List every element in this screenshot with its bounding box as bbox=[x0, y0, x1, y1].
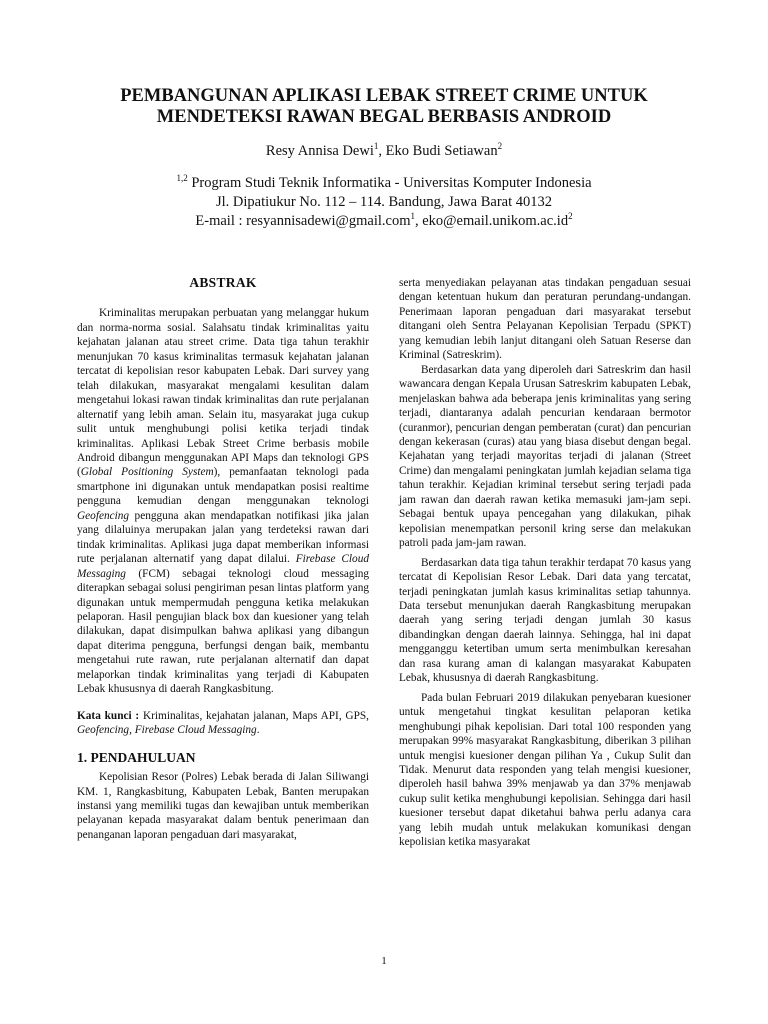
affiliation-email bbox=[60, 212, 708, 231]
abstract-gps-term: Global Positioning System bbox=[80, 466, 214, 479]
email-prefix: E-mail : bbox=[195, 213, 247, 229]
keywords-italic: Geofencing, Firebase Cloud Messaging bbox=[77, 724, 257, 737]
abstract-paragraph bbox=[77, 306, 369, 696]
affiliation-program-text: Program Studi Teknik Informatika - Universitas Komputer Indonesia bbox=[187, 175, 592, 191]
author-2: Eko Budi Setiawan bbox=[385, 143, 498, 159]
email-1-sup: 1 bbox=[410, 211, 415, 222]
affiliation-address: Jl. Dipatiukur No. 112 – 114. Bandung, Jawa Barat 40132 bbox=[215, 194, 552, 210]
author-separator: , bbox=[378, 143, 386, 159]
keywords-end: . bbox=[256, 724, 260, 737]
email-1: resyannisadewi@gmail.com bbox=[246, 213, 411, 229]
title-line-2: MENDETEKSI RAWAN BEGAL BERBASIS ANDROID bbox=[156, 107, 612, 127]
left-column bbox=[77, 274, 369, 842]
abstract-fcm-term: Firebase Cloud Messaging bbox=[77, 553, 369, 580]
abstract-heading: ABSTRAK bbox=[189, 275, 257, 290]
author-list bbox=[60, 142, 708, 160]
abstract-part-4: (FCM) sebagai teknologi cloud messaging diterapkan sebagai solusi pengiriman pesan lintas platform yang digunakan untuk mempermudah pengguna ketika melakukan pelaporan. Hasil pengujian black box dan kuesioner yang telah dilakukan, dapat disimpulkan bahwa aplikasi yang dibangun dapat diterima pengguna, berfungsi dengan baik, membantu mengetahui rute rawan, rute perjalanan alternatif dan dapat melaporkan tindak kriminalitas yang terjadi di Kabupaten Lebak khususnya di daerah Rangkasbitung. bbox=[77, 567, 369, 696]
abstract-part-1: Kriminalitas merupakan perbuatan yang melanggar hukum dan norma-norma sosial. Salahsatu tindak kriminalitas yaitu kejahatan jalanan atau street crime. Data tiga tahun terakhir menunjukan 70 kasus kriminalitas termasuk kejahatan jalanan tercatat di kepolisian resor kabupaten Lebak. Dari survey yang telah dilakukan, masyarakat mengalami kesulitan dalam mengetahui lokasi rawan tindak kriminalitas dan rute perjalanan alternatif yang lebih aman. Selain itu, masyarakat juga cukup sulit untuk menghubungi polisi ketika terjadi tindak kriminalitas. Aplikasi Lebak Street Crime berbasis mobile Android dibangun menggunakan API Maps dan teknologi GPS ( bbox=[77, 307, 369, 479]
email-2-sup: 2 bbox=[568, 211, 573, 222]
section-1-paragraph-4: Pada bulan Februari 2019 dilakukan penyebaran kuesioner untuk mengetahui tingkat kesulitan pelaporan ketika menghubungi pihak kepolisian. Dari total 100 responden yang merupakan 99% masyarakat Rangkasbitung, diberikan 3 pilihan untuk mengisi kuesioner dengan pilihan Ya , Cukup Sulit dan Tidak. Menurut data responden yang telah mengisi kuesioner, diperoleh hasil bahwa 39% menjawab ya dan 37% menjawab cukup sulit ketika menghubungi kepolisian. Sehingga dari hasil kuesioner tersebut dapat diketahui bahwa perlu adanya cara yang lebih mudah untuk melakukan komunikasi dengan kepolisian ketika masyarakat bbox=[399, 691, 691, 849]
section-1-paragraph-1-continued: serta menyediakan pelayanan atas tindakan pengaduan sesuai dengan ketentuan hukum dan peraturan perundang-undangan. Penerimaan laporan pengaduan dari masyarakat tersebut ditangani oleh Sentra Pelayanan Kepolisian Terpadu (SPKT) yang kemudian lebih lanjut ditangani oleh Satuan Reserse dan Kriminal (Satreskrim). bbox=[399, 277, 691, 362]
right-column bbox=[399, 276, 691, 850]
author-2-sup: 2 bbox=[497, 141, 503, 152]
section-1-paragraph-2: Berdasarkan data yang diperoleh dari Satreskrim dan hasil wawancara dengan Kepala Urusan Satreskrim kabupaten Lebak, menjelaskan bahwa ada beberapa jenis kriminalitas yang sering terjadi, diantaranya adalah pencurian kendaraan bermotor (curanmor), pencurian dengan pemberatan (curat) dan pencurian dengan kekerasan (curas) atau yang biasa disebut dengan begal. Kejahatan yang terjadi mayoritas terjadi di jalanan (Street Crime) dan mengalami peningkatan jumlah kejadian selama tiga tahun terakhir. Kejadian kriminal tersebut sering terjadi pada jam rawan dan daerah rawan ketika memasuki jam-jam sepi. Sebagai bentuk upaya pencegahan yang dilakukan, pihak kepolisian menempatkan personil kring serse dan melakukan patroli pada jam-jam rawan. bbox=[399, 363, 691, 550]
paper-title bbox=[60, 86, 708, 128]
affiliation-block bbox=[60, 174, 708, 231]
author-1-sup: 1 bbox=[373, 141, 379, 152]
section-1-paragraph-3: Berdasarkan data tiga tahun terakhir terdapat 70 kasus yang tercatat di Kepolisian Resor Lebak. Dari data yang tercatat, terjadi peningkatan jumlah kasus kriminalitas setiap tahunnya. Data tersebut menunjukan daerah Rangkasbitung merupakan daerah yang sering terjadi dengan jumlah 30 kasus dibandingkan dengan daerah lainnya. Sehingga, hal ini dapat mengganggu ketertiban umum serta menimbulkan keresahan dan rasa kurang aman di kalangan masyarakat Kabupaten Lebak, khususnya di daerah Rangkasbitung. bbox=[399, 556, 691, 685]
email-separator: , bbox=[415, 213, 423, 229]
author-1: Resy Annisa Dewi bbox=[265, 143, 374, 159]
affiliation-sup: 1,2 bbox=[176, 173, 188, 184]
keywords-text: Kriminalitas, kejahatan jalanan, Maps API, GPS, bbox=[139, 709, 369, 722]
email-2: eko@email.unikom.ac.id bbox=[422, 213, 569, 229]
affiliation-program bbox=[60, 174, 708, 193]
abstract-part-2: ), pemanfaatan teknologi pada smartphone ini digunakan untuk mendapatkan posisi realtime pengguna kemudian dengan menggunakan teknologi bbox=[77, 466, 369, 508]
section-1-paragraph-1: Kepolisian Resor (Polres) Lebak berada di Jalan Siliwangi KM. 1, Rangkasbitung, Kabupaten Lebak, Banten merupakan instansi yang memiliki tugas dan kewajiban untuk memberikan pelayanan kepada masyarakat dalam bentuk penerimaan dan penanganan laporan pengaduan dari masyarakat, bbox=[77, 771, 369, 841]
page-number: 1 bbox=[381, 955, 387, 967]
abstract-geofencing-term: Geofencing bbox=[77, 509, 130, 522]
abstract-part-3: pengguna akan mendapatkan notifikasi jika jalan yang dilaluinya merupakan jalan yang terdeteksi rawan dari tindak kriminalitas. Aplikasi juga dapat memberikan informasi rute perjalanan alternatif yang dapat dilalui. bbox=[77, 509, 369, 566]
keywords bbox=[77, 709, 369, 738]
section-1-heading: 1. PENDAHULUAN bbox=[77, 749, 196, 765]
title-line-1: PEMBANGUNAN APLIKASI LEBAK STREET CRIME UNTUK bbox=[120, 86, 648, 106]
keywords-label: Kata kunci : bbox=[77, 709, 140, 722]
